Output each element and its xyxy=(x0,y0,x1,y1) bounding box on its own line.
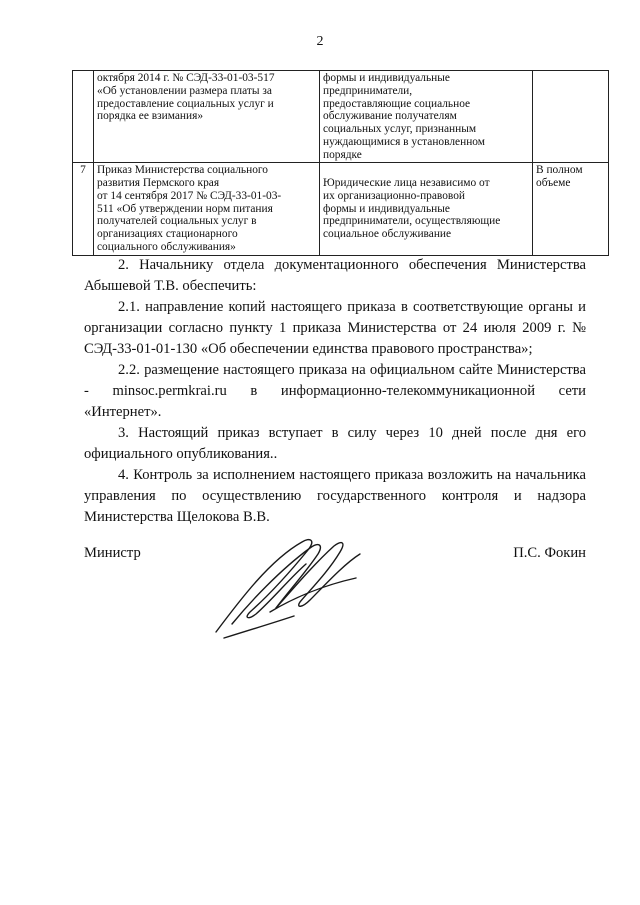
recipients-cell: Юридические лица независимо от их организационно-правовой формы и индивидуальные предприниматели, осуществляющие социальное обслуживание xyxy=(320,163,533,255)
paragraph-2-1: 2.1. направление копий настоящего приказа в соответствующие органы и организации согласно пункту 1 приказа Министерства от 24 июля 2009 г. № СЭД-33-01-01-130 «Об обеспечении единства правового пространства»; xyxy=(84,299,586,357)
recipients-cell: формы и индивидуальные предприниматели, предоставляющие социальное обслуживание получателям социальных услуг, признанным нуждающимися в установленном порядке xyxy=(320,71,533,163)
body-text xyxy=(84,255,586,528)
row-number xyxy=(73,71,94,163)
documents-table xyxy=(72,70,609,256)
row-number: 7 xyxy=(73,163,94,255)
scope-cell: В полном объеме xyxy=(533,163,609,255)
table-row xyxy=(73,71,609,163)
handwritten-signature xyxy=(210,520,370,645)
table-row xyxy=(73,163,609,255)
scope-cell xyxy=(533,71,609,163)
document-cell: Приказ Министерства социального развития Пермского края от 14 сентября 2017 № СЭД-33-01-03- 511 «Об утверждении норм питания получателей социальных услуг в организациях стационарного социального обслуживания» xyxy=(94,163,320,255)
paragraph-2: 2. Начальнику отдела документационного обеспечения Министерства Абышевой Т.В. обеспечить: xyxy=(84,257,586,294)
signatory-name: П.С. Фокин xyxy=(513,545,586,561)
paragraph-3: 3. Настоящий приказ вступает в силу через 10 дней после дня его официального опубликования.. xyxy=(84,425,586,462)
page-number: 2 xyxy=(316,34,324,49)
paragraph-4: 4. Контроль за исполнением настоящего приказа возложить на начальника управления по осуществлению государственного контроля и надзора Министерства Щелокова В.В. xyxy=(84,467,586,525)
paragraph-2-2: 2.2. размещение настоящего приказа на официальном сайте Министерства - minsoc.permkrai.ru в информационно-телекоммуникационной сети «Интернет». xyxy=(84,362,586,420)
signatory-title: Министр xyxy=(84,545,141,561)
document-cell: октября 2014 г. № СЭД-33-01-03-517 «Об установлении размера платы за предоставление социальных услуг и порядка ее взимания» xyxy=(94,71,320,163)
